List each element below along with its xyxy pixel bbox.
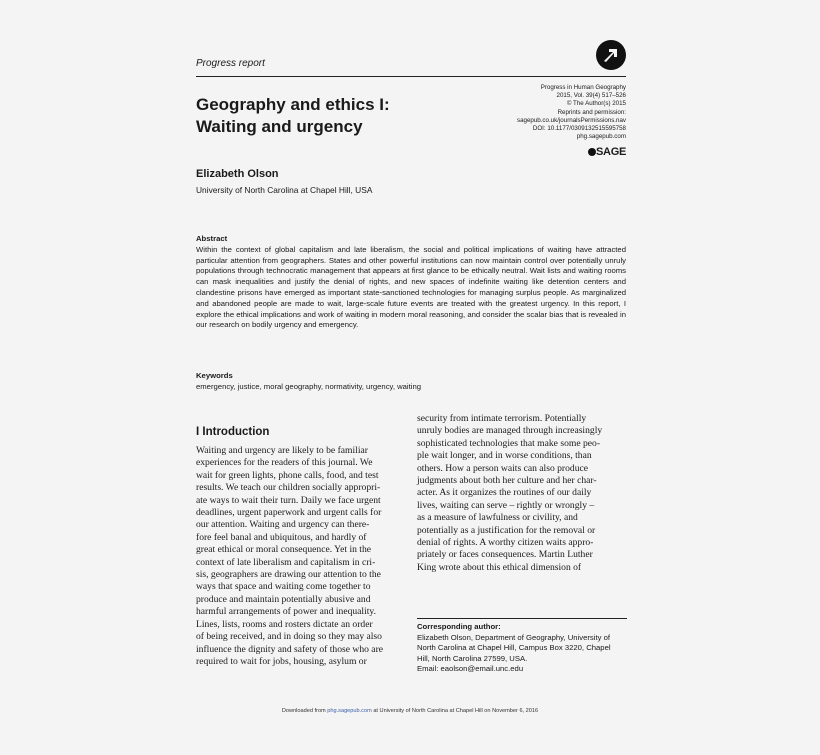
text-line: ways that space and waiting come together to [196,581,371,593]
text-line: wait for green lights, phone calls, food, and test [196,469,379,481]
sage-logo [588,146,626,158]
text-line: unruly bodies are managed through increasingly [417,425,603,437]
text-line: ate ways to wait their turn. Daily we face urgent [196,494,381,506]
text-line: deadlines, urgent paperwork and urgent calls for [196,507,382,519]
keywords [196,371,626,393]
sage-circle-icon [588,148,596,156]
text-line: King wrote about this ethical dimension of [417,561,582,573]
corresponding-line: Hill, North Carolina 27599, USA. [417,653,528,663]
abstract-text: Within the context of global capitalism and late liberalism, the social and political implications of waiting have attracted particular attention from geographers. States and other powerful institutions can now maintain control over potentially unruly populations through technocratic management that appears at first glance to be ethically neutral. Wait lists and waiting rooms can mask inequalities and justify the denial of rights, and new spaces of indefinite waiting like detention centers and clandestine prisons have emerged as important state-sanctioned technologies for managing surplus people. As marginalized and abandoned people are made to wait, large-scale future events are treated with the greatest urgency. In this report, I explore the ethical implications and work of waiting in modern moral reasoning, and consider the scalar bias that is revealed in our research on bodily urgency and emergency. [196,244,626,330]
corresponding-line: North Carolina at Chapel Hill, Campus Box 3220, Chapel [417,643,611,653]
text-line: priately or faces consequences. Martin Luther [417,549,593,561]
corresponding-author-heading: Corresponding author: [417,622,501,631]
title-line-1: Geography and ethics I: [196,95,390,114]
text-line: context of late liberalism and capitalism in cri- [196,556,376,568]
intro-column-left [196,445,406,668]
header-rule [196,76,626,77]
text-line: influence the dignity and safety of those who are [196,643,384,655]
keywords-text: emergency, justice, moral geography, normativity, urgency, waiting [196,381,422,391]
text-line: potentially as a justification for the removal or [417,524,596,536]
footer-suffix: at University of North Carolina at Chapel Hill on November 6, 2016 [371,708,539,714]
text-line: of being received, and in doing so they may also [196,631,382,643]
text-line: Waiting and urgency are likely to be familiar [196,445,368,456]
journal-reprints: Reprints and permission: [557,108,626,116]
journal-arrow-logo-icon [596,40,626,70]
journal-info [517,84,626,141]
intro-column-right [417,413,627,574]
text-line: experiences for the readers of this journal. We [196,457,373,469]
footer-prefix: Downloaded from [281,708,328,714]
text-line: sophisticated technologies that make some peo- [417,437,601,449]
text-line: acter. As it organizes the routines of our daily [417,487,592,499]
sage-wordmark: SAGE [596,146,626,158]
journal-copyright: © The Author(s) 2015 [566,100,626,108]
text-line: denial of rights. A worthy citizen waits appro- [417,537,594,549]
text-line: harmful arrangements of power and inequality. [196,606,376,618]
author-name: Elizabeth Olson [196,168,279,180]
text-line: judgments about both her culture and her char- [417,475,597,487]
journal-permissions-link[interactable]: sagepub.co.uk/journalsPermissions.nav [516,116,626,124]
intro-heading: I Introduction [196,426,270,438]
corresponding-author [417,622,627,675]
text-line: fore feel banal and ubiquitous, and hardly of [196,531,367,543]
journal-name: Progress in Human Geography [540,84,626,91]
text-line: ple wait longer, and in worse conditions, than [417,450,592,462]
download-footer [0,708,820,714]
corresponding-author-rule [417,618,627,619]
journal-doi[interactable]: DOI: 10.1177/0309132515595758 [532,125,626,133]
text-line: sis, geographers are drawing our attention to the [196,569,381,581]
journal-url[interactable]: phg.sagepub.com [576,133,626,141]
text-line: as a measure of lawfulness or civility, and [417,512,578,524]
text-line: Lines, lists, rooms and rosters dictate an order [196,618,373,630]
keywords-heading: Keywords [196,371,233,380]
footer-link[interactable]: phg.sagepub.com [327,708,372,714]
text-line: others. How a person waits can also produce [417,462,589,474]
abstract-heading: Abstract [196,234,228,243]
text-line: results. We teach our children socially appropri- [196,482,381,494]
text-line: produce and maintain potentially abusive and [196,593,371,605]
corresponding-email[interactable]: Email: eaolson@email.unc.edu [417,664,524,674]
text-line: security from intimate terrorism. Potentially [417,413,587,424]
corresponding-line: Elizabeth Olson, Department of Geography, University of [417,632,610,642]
author-affiliation: University of North Carolina at Chapel Hill, USA [196,185,373,195]
journal-volume: 2015, Vol. 39(4) 517–526 [556,92,626,100]
title-line-2: Waiting and urgency [196,117,363,136]
abstract [196,234,626,331]
text-line: required to wait for jobs, housing, asylum or [196,655,367,667]
text-line: lives, waiting can serve – rightly or wrongly – [417,499,595,511]
section-label: Progress report [196,58,265,69]
text-line: great ethical or moral consequence. Yet in the [196,544,372,556]
article-title [196,94,456,138]
text-line: our attention. Waiting and urgency can there- [196,519,370,531]
